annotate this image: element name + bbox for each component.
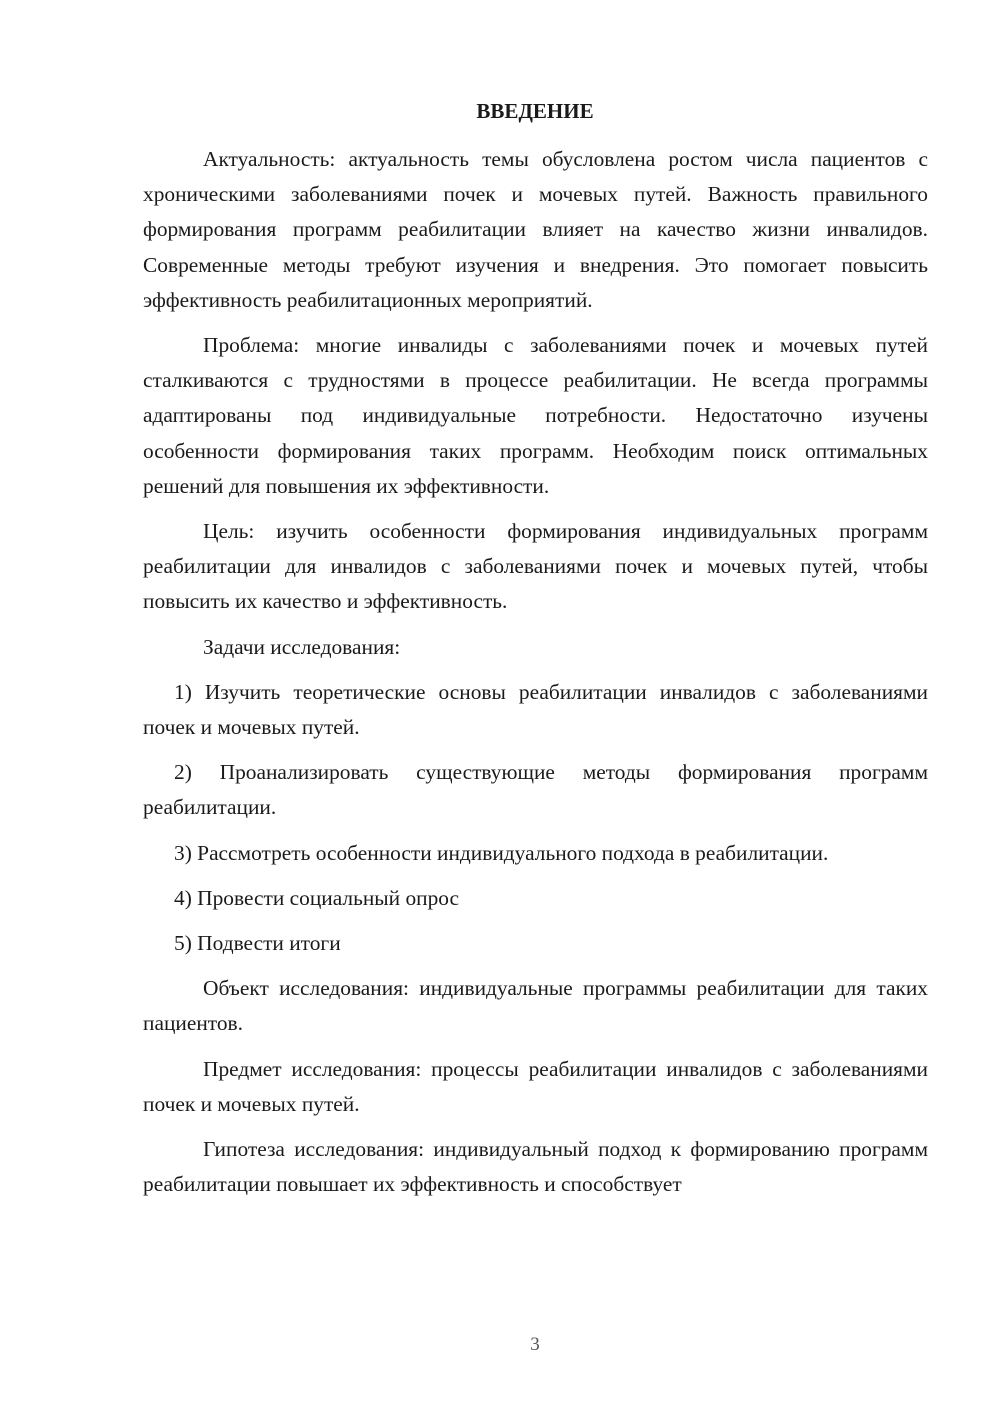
paragraph-goal: Цель: изучить особенности формирования индивидуальных программ реабилитации для инвалидов с заболеваниями почек и мочевых путей, чтобы повысить их качество и эффективность. [143,519,928,614]
body-text [143,142,928,1212]
paragraph-problem: Проблема: многие инвалиды с заболеваниями почек и мочевых путей сталкиваются с трудностями в процессе реабилитации. Не всегда программы адаптированы под индивидуальные потребности. Недостаточно изучены особенности формирования таких программ. Необходим поиск оптимальных решений для повышения их эффективности. [143,333,928,498]
task-item-1: 1) Изучить теоретические основы реабилитации инвалидов с заболеваниями почек и мочевых путей. [143,679,928,740]
task-item-3: 3) Рассмотреть особенности индивидуального подхода в реабилитации. [174,840,829,865]
paragraph-relevance: Актуальность: актуальность темы обусловлена ростом числа пациентов с хроническими заболеваниями почек и мочевых путей. Важность правильного формирования программ реабилитации влияет на качество жизни инвалидов. Современные методы требуют изучения и внедрения. Это помогает повысить эффективность реабилитационных мероприятий. [143,147,928,312]
task-item-4: 4) Провести социальный опрос [174,885,460,910]
paragraph-hypothesis: Гипотеза исследования: индивидуальный подход к формированию программ реабилитации повышает их эффективность и способствует [143,1137,928,1197]
section-title: ВВЕДЕНИЕ [476,99,594,123]
task-item-5: 5) Подвести итоги [174,931,341,956]
paragraph-tasks-heading: Задачи исследования: [203,634,401,659]
page-number: 3 [530,1334,540,1355]
paragraph-object: Объект исследования: индивидуальные программы реабилитации для таких пациентов. [143,976,928,1036]
paragraph-subject: Предмет исследования: процессы реабилитации инвалидов с заболеваниями почек и мочевых путей. [143,1056,928,1116]
task-item-2: 2) Проанализировать существующие методы формирования программ реабилитации. [143,760,928,820]
